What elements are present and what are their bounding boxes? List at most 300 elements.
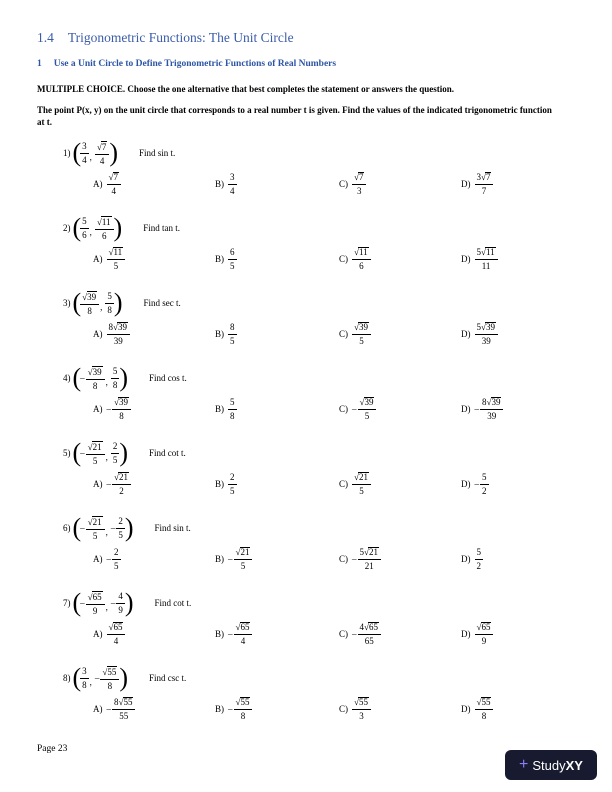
choice-value [352, 621, 381, 647]
radical [88, 591, 103, 602]
point-y-value [111, 441, 120, 465]
radical-symbol: √ [114, 472, 119, 483]
radical [354, 697, 369, 708]
open-paren: ( [72, 438, 81, 468]
coefficient: 3 [82, 666, 87, 677]
radicand: 55 [358, 697, 368, 708]
radicand: 11 [485, 247, 495, 258]
radical-symbol: √ [481, 247, 486, 258]
question-task: Find tan t. [143, 223, 180, 234]
radical-symbol: √ [87, 366, 93, 377]
choice-value [475, 472, 489, 496]
choice-value [475, 246, 498, 272]
choice-label: D) [461, 178, 471, 189]
question-number: 6) [63, 523, 71, 534]
point-y-value [105, 291, 114, 315]
radical [236, 547, 251, 558]
numerator [475, 246, 498, 261]
radical-symbol: √ [354, 247, 359, 258]
fraction [480, 472, 489, 496]
choices-row [37, 471, 576, 497]
numerator [228, 172, 237, 185]
fraction [480, 396, 503, 422]
radicand: 55 [240, 697, 250, 708]
fraction [95, 140, 109, 166]
denominator: 4 [99, 155, 105, 166]
minus-sign: – [474, 478, 479, 489]
choice-option [215, 546, 339, 572]
radical [360, 397, 375, 408]
question-number: 8) [63, 673, 71, 684]
choice-option [461, 321, 576, 347]
denominator: 8 [230, 410, 235, 421]
objective-heading [37, 59, 576, 69]
choice-value [107, 396, 131, 422]
choice-value [475, 547, 484, 571]
coefficient: 2 [230, 471, 235, 482]
open-paren: ( [72, 363, 81, 393]
radical-symbol: √ [481, 322, 486, 333]
minus-sign: – [106, 403, 111, 414]
radical [481, 247, 496, 258]
radicand: 11 [113, 247, 123, 258]
choice-value [475, 171, 494, 197]
fraction [80, 141, 89, 165]
radical-symbol: √ [108, 172, 114, 183]
radical [481, 322, 496, 333]
numerator [80, 141, 89, 154]
radical-symbol: √ [354, 697, 359, 708]
choice-label: D) [461, 628, 471, 639]
numerator [228, 397, 237, 410]
fraction [95, 215, 114, 241]
denominator: 11 [481, 261, 491, 272]
fraction [80, 216, 89, 240]
open-paren: ( [72, 138, 81, 168]
radicand: 39 [358, 322, 368, 333]
coefficient: 8 [230, 321, 235, 332]
coefficient: 8 [108, 322, 113, 333]
question [37, 215, 576, 271]
question-statement [37, 365, 576, 391]
radicand: 21 [92, 441, 102, 452]
radical-symbol: √ [354, 322, 359, 333]
numerator [352, 696, 371, 711]
choice-label: C) [339, 553, 348, 564]
question-statement [37, 665, 576, 691]
denominator: 5 [364, 411, 370, 422]
question-statement [37, 140, 576, 166]
denominator: 5 [118, 530, 123, 541]
close-paren: ) [119, 363, 128, 393]
question-task: Find csc t. [149, 673, 187, 684]
numerator [80, 666, 89, 679]
fraction [105, 291, 114, 315]
radical-symbol: √ [102, 666, 108, 677]
radical [487, 397, 502, 408]
radicand: 65 [368, 622, 378, 633]
question-number: 1) [63, 148, 71, 159]
numerator [116, 591, 125, 604]
numerator [480, 472, 489, 485]
fraction [228, 247, 237, 271]
question-task: Find cot t. [154, 598, 192, 609]
choice-option [215, 172, 339, 196]
denominator: 4 [111, 186, 116, 197]
denominator: 4 [82, 155, 87, 166]
radical [354, 472, 369, 483]
choice-value [475, 696, 494, 722]
choice-option [461, 621, 576, 647]
denominator: 39 [487, 411, 497, 422]
choice-label: A) [93, 703, 103, 714]
open-paren: ( [72, 588, 81, 618]
denominator: 6 [359, 261, 364, 272]
choice-value [352, 696, 371, 722]
denominator: 39 [113, 336, 123, 347]
point-x-value [80, 290, 99, 316]
choice-label: B) [215, 178, 224, 189]
coefficient: 5 [230, 396, 235, 407]
radicand: 21 [118, 472, 128, 483]
choice-option [461, 696, 576, 722]
minus-sign: – [80, 523, 85, 534]
numerator [86, 515, 105, 530]
choices-row [37, 321, 576, 347]
choice-option [339, 471, 461, 497]
fraction [358, 396, 377, 422]
minus-sign: – [352, 628, 357, 639]
radical [97, 216, 112, 227]
choice-label: D) [461, 328, 471, 339]
choice-label: A) [93, 478, 103, 489]
denominator: 5 [114, 560, 119, 571]
radical [109, 172, 119, 183]
radicand: 21 [368, 547, 378, 558]
choice-label: D) [461, 553, 471, 564]
point-y-value [95, 140, 109, 166]
point-x-value [80, 590, 104, 616]
coefficient: 5 [476, 546, 481, 557]
choice-option [215, 621, 339, 647]
radicand: 7 [101, 141, 107, 152]
denominator: 55 [119, 711, 129, 722]
choice-label: D) [461, 703, 471, 714]
choice-option [461, 472, 576, 496]
radical-symbol: √ [82, 291, 88, 302]
numerator [112, 547, 121, 560]
question-task: Find sec t. [143, 298, 181, 309]
numerator [107, 621, 126, 636]
point-y-value [95, 215, 114, 241]
question-statement [37, 515, 576, 541]
numerator [234, 696, 253, 711]
close-paren: ) [124, 588, 133, 618]
fraction [234, 696, 253, 722]
radicand: 65 [240, 622, 250, 633]
choice-value [475, 321, 498, 347]
denominator: 39 [481, 336, 491, 347]
choice-label: A) [93, 178, 103, 189]
radical [236, 622, 251, 633]
fraction [475, 246, 498, 272]
radical [88, 441, 103, 452]
question-number: 7) [63, 598, 71, 609]
close-paren: ) [119, 438, 128, 468]
point-x-value [80, 440, 104, 466]
question [37, 665, 576, 721]
logo-text-study: Study [532, 757, 566, 773]
radical-symbol: √ [96, 141, 102, 152]
open-paren: ( [72, 288, 81, 318]
numerator [358, 546, 381, 561]
fraction [112, 471, 131, 497]
choice-label: B) [215, 628, 224, 639]
choices-row [37, 396, 576, 422]
comma: , [105, 376, 108, 387]
choice-value [228, 546, 252, 572]
numerator [475, 321, 498, 336]
choice-value [107, 621, 126, 647]
question [37, 365, 576, 421]
radicand: 39 [87, 291, 97, 302]
numerator [475, 621, 494, 636]
minus-sign: – [106, 478, 111, 489]
choice-value [107, 471, 131, 497]
radical-symbol: √ [481, 172, 486, 183]
coefficient: 3 [476, 172, 481, 183]
choice-option [215, 696, 339, 722]
choice-option [215, 472, 339, 496]
logo-text-xy: XY [565, 757, 583, 773]
denominator: 5 [230, 335, 235, 346]
choice-option [461, 396, 576, 422]
choice-value [228, 322, 237, 346]
page-title [37, 30, 576, 46]
denominator: 4 [113, 636, 119, 647]
radical [109, 622, 124, 633]
point-y-value [111, 516, 125, 540]
numerator [228, 247, 237, 260]
minus-sign: – [106, 703, 111, 714]
radical [82, 291, 97, 302]
numerator [80, 216, 89, 229]
numerator [234, 621, 253, 636]
radicand: 39 [491, 397, 501, 408]
radical-symbol: √ [96, 216, 102, 227]
denominator: 2 [482, 485, 487, 496]
radical-symbol: √ [486, 397, 492, 408]
choice-option [93, 396, 215, 422]
choice-label: B) [215, 253, 224, 264]
denominator: 5 [112, 455, 118, 466]
radicand: 39 [485, 322, 495, 333]
coefficient: 5 [476, 247, 481, 258]
radical-symbol: √ [354, 172, 359, 183]
studyxy-logo [505, 750, 597, 780]
fraction [86, 590, 105, 616]
choice-label: C) [339, 703, 348, 714]
point-x-value [80, 141, 89, 165]
radicand: 65 [92, 591, 102, 602]
close-paren: ) [119, 663, 128, 693]
choice-value [475, 621, 494, 647]
choices-row [37, 696, 576, 722]
numerator [107, 321, 130, 336]
fraction [86, 440, 105, 466]
fraction [475, 547, 484, 571]
choice-option [339, 696, 461, 722]
fraction [352, 246, 371, 272]
radical-symbol: √ [118, 697, 124, 708]
choice-label: A) [93, 253, 103, 264]
choice-option [93, 321, 215, 347]
question-task: Find sin t. [139, 148, 176, 159]
question-number: 4) [63, 373, 71, 384]
denominator: 2 [476, 560, 481, 571]
numerator [358, 621, 381, 636]
questions [37, 140, 576, 721]
radical-symbol: √ [476, 697, 482, 708]
question [37, 290, 576, 346]
minus-sign: – [228, 628, 233, 639]
point-x-value [80, 666, 89, 690]
open-paren: ( [72, 213, 81, 243]
denominator: 8 [119, 411, 124, 422]
choice-option [461, 246, 576, 272]
comma: , [89, 151, 92, 162]
radical [109, 247, 124, 258]
question [37, 590, 576, 646]
radical-symbol: √ [87, 516, 93, 527]
choice-option [93, 471, 215, 497]
choice-value [107, 321, 130, 347]
radical [114, 472, 129, 483]
radical-symbol: √ [476, 622, 482, 633]
point-y-value [95, 665, 119, 691]
radical [97, 141, 107, 152]
choice-value [107, 171, 121, 197]
choice-label: A) [93, 403, 103, 414]
radicand: 21 [240, 547, 250, 558]
radical [477, 622, 492, 633]
choice-option [93, 621, 215, 647]
radical-symbol: √ [114, 397, 119, 408]
choice-label: C) [339, 328, 348, 339]
radical-symbol: √ [113, 322, 118, 333]
choices-row [37, 546, 576, 572]
denominator: 5 [230, 260, 235, 271]
question-prompt: The point P(x, y) on the unit circle that corresponds to a real number t is given. Find the values of the indicated trigonometric function at t. [37, 105, 552, 128]
numerator [352, 471, 371, 486]
denominator: 4 [240, 636, 246, 647]
coefficient: 5 [107, 291, 112, 302]
choice-label: C) [339, 403, 348, 414]
choice-option [215, 397, 339, 421]
choice-value [352, 246, 371, 272]
radicand: 55 [481, 697, 491, 708]
coefficient: 5 [476, 322, 481, 333]
radicand: 65 [481, 622, 491, 633]
denominator: 5 [92, 455, 98, 466]
comma: , [105, 601, 108, 612]
question-number: 2) [63, 223, 71, 234]
choice-label: B) [215, 553, 224, 564]
denominator: 8 [240, 711, 246, 722]
radicand: 39 [117, 322, 127, 333]
choice-option [215, 322, 339, 346]
denominator: 21 [364, 561, 374, 572]
close-paren: ) [113, 288, 122, 318]
fraction [475, 621, 494, 647]
comma: , [100, 301, 103, 312]
radical-symbol: √ [108, 247, 114, 258]
coefficient: 2 [114, 546, 119, 557]
radical-symbol: √ [87, 441, 93, 452]
radicand: 7 [113, 172, 118, 183]
coefficient: 2 [118, 516, 123, 527]
numerator [105, 291, 114, 304]
choices-row [37, 246, 576, 272]
numerator [95, 215, 114, 230]
denominator: 5 [113, 261, 119, 272]
denominator: 5 [230, 485, 235, 496]
choice-option [461, 171, 576, 197]
choice-label: B) [215, 478, 224, 489]
radical-symbol: √ [235, 697, 241, 708]
fraction [107, 246, 126, 272]
question-statement [37, 590, 576, 616]
numerator [95, 140, 109, 155]
choice-option [461, 547, 576, 571]
denominator: 8 [112, 380, 118, 391]
choice-value [228, 696, 252, 722]
choice-label: C) [339, 478, 348, 489]
fraction [111, 366, 120, 390]
question [37, 515, 576, 571]
point-x-value [80, 216, 89, 240]
choice-label: D) [461, 253, 471, 264]
numerator [112, 396, 131, 411]
fraction [228, 322, 237, 346]
choice-label: C) [339, 253, 348, 264]
radical [102, 666, 117, 677]
radical-symbol: √ [359, 397, 365, 408]
choice-value [228, 621, 252, 647]
choice-option [339, 246, 461, 272]
choice-value [107, 246, 126, 272]
fraction [475, 696, 494, 722]
minus-sign: – [352, 553, 357, 564]
numerator [228, 322, 237, 335]
coefficient: 5 [112, 366, 118, 377]
minus-sign: – [80, 373, 85, 384]
radical [88, 516, 103, 527]
radical-symbol: √ [235, 622, 241, 633]
radicand: 55 [123, 697, 133, 708]
choice-value [475, 396, 504, 422]
minus-sign: – [80, 448, 85, 459]
coefficient: 4 [118, 591, 123, 602]
numerator [352, 171, 366, 186]
choice-label: C) [339, 628, 348, 639]
fraction [111, 441, 120, 465]
question-statement [37, 440, 576, 466]
minus-sign: – [352, 403, 357, 414]
numerator [86, 440, 105, 455]
choice-value [352, 321, 371, 347]
objective-number: 1 [37, 59, 42, 69]
